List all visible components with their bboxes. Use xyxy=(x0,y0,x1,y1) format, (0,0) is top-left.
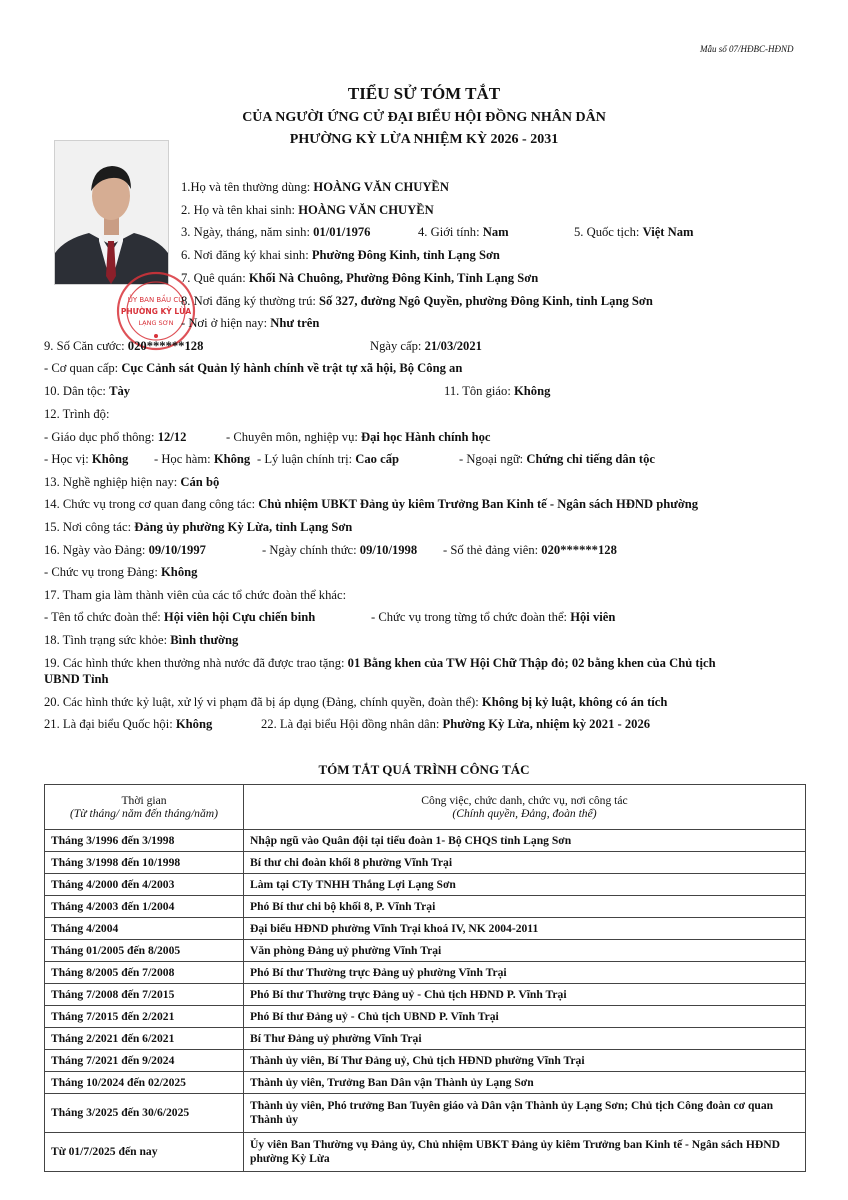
field-nationality: 5. Quốc tịch: Việt Nam xyxy=(574,225,694,239)
svg-text:ỦY BAN BẦU CỬ: ỦY BAN BẦU CỬ xyxy=(127,296,185,304)
cell-time: Tháng 4/2003 đến 1/2004 xyxy=(45,896,244,918)
cell-time: Tháng 4/2004 xyxy=(45,918,244,940)
col-job-header: Công việc, chức danh, chức vụ, nơi công tác (Chính quyền, Đảng, đoàn thể) xyxy=(244,785,806,830)
field-national-assembly-deputy: 21. Là đại biểu Quốc hội: Không xyxy=(44,717,213,731)
cell-time: Từ 01/7/2025 đến nay xyxy=(45,1133,244,1172)
field-orgs-header: 17. Tham gia làm thành viên của các tổ chức đoàn thể khác: xyxy=(44,588,347,602)
table-row xyxy=(45,1028,806,1050)
document-title: TIỂU SỬ TÓM TẮT xyxy=(347,84,501,103)
cell-time: Tháng 4/2000 đến 4/2003 xyxy=(45,874,244,896)
form-code: Mẫu số 07/HĐBC-HĐND xyxy=(700,44,794,54)
work-history-table xyxy=(44,784,806,1172)
field-org-name: - Tên tổ chức đoàn thể: Hội viên hội Cựu chiến binh xyxy=(44,610,316,624)
field-party-card: - Số thẻ đảng viên: 020******128 xyxy=(443,543,617,557)
table-row xyxy=(45,852,806,874)
table-row xyxy=(45,984,806,1006)
table-row xyxy=(45,940,806,962)
candidate-photo xyxy=(54,140,169,285)
field-occupation: 13. Nghề nghiệp hiện nay: Cán bộ xyxy=(44,475,220,489)
svg-text:PHƯỜNG KỲ LỪA: PHƯỜNG KỲ LỪA xyxy=(120,307,192,316)
field-birth-register: 6. Nơi đăng ký khai sinh: Phường Đông Kinh, tỉnh Lạng Sơn xyxy=(181,248,500,262)
cell-job: Bí thư chi đoàn khối 8 phường Vĩnh Trại xyxy=(244,852,806,874)
cell-time: Tháng 2/2021 đến 6/2021 xyxy=(45,1028,244,1050)
table-header-row xyxy=(45,785,806,830)
field-peoples-council-deputy: 22. Là đại biểu Hội đồng nhân dân: Phường Kỳ Lừa, nhiệm kỳ 2021 - 2026 xyxy=(261,717,651,731)
field-current-address: - Nơi ở hiện nay: Như trên xyxy=(181,316,320,330)
col-time-header: Thời gian (Từ tháng/ năm đến tháng/năm) xyxy=(45,785,244,830)
cell-time: Tháng 3/2025 đến 30/6/2025 xyxy=(45,1094,244,1133)
table-row xyxy=(45,896,806,918)
field-awards-continued: UBND Tỉnh xyxy=(44,672,109,686)
cell-job: Nhập ngũ vào Quân đội tại tiểu đoàn 1- Bộ CHQS tỉnh Lạng Sơn xyxy=(244,830,806,852)
field-education-header: 12. Trình độ: xyxy=(44,407,110,421)
field-issuer: - Cơ quan cấp: Cục Cảnh sát Quản lý hành chính về trật tự xã hội, Bộ Công an xyxy=(44,361,463,375)
cell-time: Tháng 7/2015 đến 2/2021 xyxy=(45,1006,244,1028)
cell-job: Phó Bí thư Đảng uỷ - Chủ tịch UBND P. Vĩnh Trại xyxy=(244,1006,806,1028)
field-birth-name: 2. Họ và tên khai sinh: HOÀNG VĂN CHUYỀN xyxy=(181,203,434,217)
cell-time: Tháng 7/2008 đến 7/2015 xyxy=(45,984,244,1006)
field-general-education: - Giáo dục phổ thông: 12/12 xyxy=(44,430,187,444)
field-party-join-date: 16. Ngày vào Đảng: 09/10/1997 xyxy=(44,543,206,557)
field-health: 18. Tình trạng sức khỏe: Bình thường xyxy=(44,633,239,647)
cell-time: Tháng 01/2005 đến 8/2005 xyxy=(45,940,244,962)
field-degree: - Học vị: Không xyxy=(44,452,129,466)
document-subtitle: CỦA NGƯỜI ỨNG CỬ ĐẠI BIỂU HỘI ĐỒNG NHÂN DÂN xyxy=(242,110,606,125)
cell-job: Thành ủy viên, Trưởng Ban Dân vận Thành ủy Lạng Sơn xyxy=(244,1072,806,1094)
field-academic-rank: - Học hàm: Không xyxy=(154,452,251,466)
cell-time: Tháng 3/1998 đến 10/1998 xyxy=(45,852,244,874)
table-row xyxy=(45,1050,806,1072)
table-row xyxy=(45,1006,806,1028)
work-history-title: TÓM TẮT QUÁ TRÌNH CÔNG TÁC xyxy=(318,762,530,777)
field-position: 14. Chức vụ trong cơ quan đang công tác: Chủ nhiệm UBKT Đảng ủy kiêm Trưởng Ban Kinh tế - Ngân sách HĐND phường xyxy=(44,497,699,511)
field-residence: 8. Nơi đăng ký thường trú: Số 327, đường Ngô Quyền, phường Đông Kinh, tỉnh Lạng Sơn xyxy=(181,294,653,308)
field-ethnicity: 10. Dân tộc: Tày xyxy=(44,384,131,398)
cell-job: Phó Bí thư Thường trực Đảng uỷ phường Vĩnh Trại xyxy=(244,962,806,984)
cell-time: Tháng 10/2024 đến 02/2025 xyxy=(45,1072,244,1094)
field-political-theory: - Lý luận chính trị: Cao cấp xyxy=(257,452,400,466)
cell-job: Thành ủy viên, Phó trưởng Ban Tuyên giáo và Dân vận Thành ủy Lạng Sơn; Chủ tịch Công đoàn cơ quan Thành ủy xyxy=(244,1094,806,1133)
field-org-role: - Chức vụ trong từng tổ chức đoàn thể: Hội viên xyxy=(371,610,616,624)
cell-job: Bí Thư Đảng uỷ phường Vĩnh Trại xyxy=(244,1028,806,1050)
document-term: PHƯỜNG KỲ LỪA NHIỆM KỲ 2026 - 2031 xyxy=(289,132,559,147)
table-row xyxy=(45,962,806,984)
svg-text:LẠNG SƠN: LẠNG SƠN xyxy=(138,319,174,327)
field-specialty: - Chuyên môn, nghiệp vụ: Đại học Hành chính học xyxy=(226,430,491,444)
field-party-official-date: - Ngày chính thức: 09/10/1998 xyxy=(262,543,418,557)
field-party-position: - Chức vụ trong Đảng: Không xyxy=(44,565,198,579)
cell-job: Văn phòng Đảng uỷ phường Vĩnh Trại xyxy=(244,940,806,962)
field-religion: 11. Tôn giáo: Không xyxy=(444,384,551,398)
table-row xyxy=(45,918,806,940)
cell-job: Phó Bí thư chi bộ khối 8, P. Vĩnh Trại xyxy=(244,896,806,918)
cell-job: Làm tại CTy TNHH Thắng Lợi Lạng Sơn xyxy=(244,874,806,896)
cell-job: Đại biểu HĐND phường Vĩnh Trại khoá IV, NK 2004-2011 xyxy=(244,918,806,940)
field-foreign-language: - Ngoại ngữ: Chứng chỉ tiếng dân tộc xyxy=(459,452,655,466)
field-workplace: 15. Nơi công tác: Đảng ủy phường Kỳ Lừa, tỉnh Lạng Sơn xyxy=(44,520,353,534)
cell-job: Thành ủy viên, Bí Thư Đảng uỷ, Chủ tịch HĐND phường Vĩnh Trại xyxy=(244,1050,806,1072)
field-discipline: 20. Các hình thức kỷ luật, xử lý vi phạm đã bị áp dụng (Đảng, chính quyền, đoàn thể): Không bị kỷ luật, không có án tích xyxy=(44,695,668,709)
cell-job: Ủy viên Ban Thường vụ Đảng ủy, Chủ nhiệm UBKT Đảng ủy kiêm Trưởng ban Kinh tế - Ngân sách HĐND phường Kỳ Lừa xyxy=(244,1133,806,1172)
cell-time: Tháng 8/2005 đến 7/2008 xyxy=(45,962,244,984)
cell-time: Tháng 7/2021 đến 9/2024 xyxy=(45,1050,244,1072)
cell-time: Tháng 3/1996 đến 3/1998 xyxy=(45,830,244,852)
field-dob: 3. Ngày, tháng, năm sinh: 01/01/1976 xyxy=(181,225,371,239)
field-common-name: 1.Họ và tên thường dùng: HOÀNG VĂN CHUYỀN xyxy=(181,180,449,194)
table-row xyxy=(45,1133,806,1172)
table-row xyxy=(45,1072,806,1094)
cell-job: Phó Bí thư Thường trực Đảng uỷ - Chủ tịch HĐND P. Vĩnh Trại xyxy=(244,984,806,1006)
field-hometown: 7. Quê quán: Khối Nà Chuông, Phường Đông Kinh, Tỉnh Lạng Sơn xyxy=(181,271,539,285)
table-row xyxy=(45,874,806,896)
table-row xyxy=(45,830,806,852)
field-id-number: 9. Số Căn cước: 020******128 xyxy=(44,339,204,353)
table-row xyxy=(45,1094,806,1133)
field-awards: 19. Các hình thức khen thưởng nhà nước đã được trao tặng: 01 Bằng khen của TW Hội Chữ Thập đỏ; 02 bằng khen của Chủ tịch xyxy=(44,656,716,670)
field-issue-date: Ngày cấp: 21/03/2021 xyxy=(370,339,482,353)
field-gender: 4. Giới tính: Nam xyxy=(418,225,509,239)
